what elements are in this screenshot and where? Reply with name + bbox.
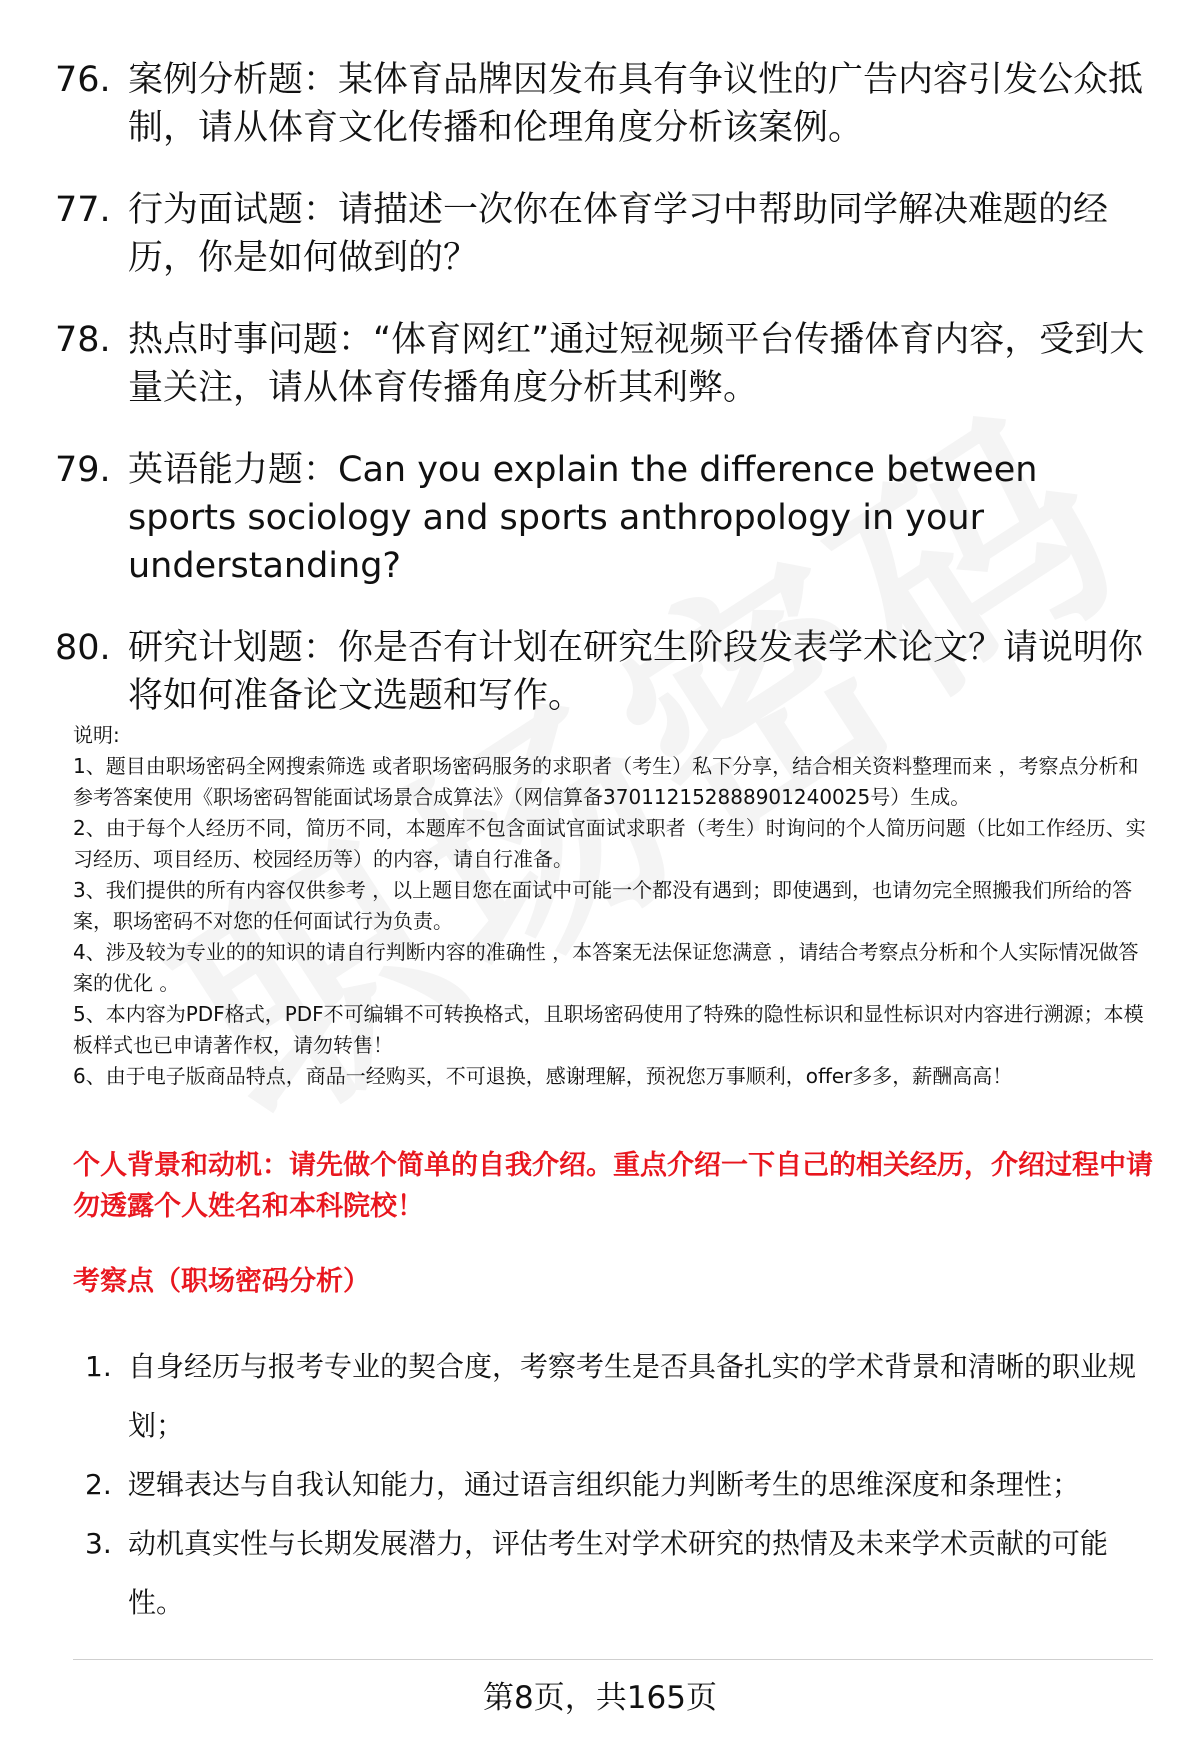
note-item: 5、本内容为PDF格式，PDF不可编辑不可转换格式，且职场密码使用了特殊的隐性标识和显性标识对内容进行溯源；本模板样式也已申请著作权，请勿转售！ bbox=[73, 1002, 1144, 1057]
question-item bbox=[0, 446, 1200, 590]
question-item bbox=[0, 316, 1200, 412]
exam-point-number: 1. bbox=[85, 1350, 112, 1383]
notes-heading: 说明: bbox=[73, 723, 120, 747]
exam-point-text: 自身经历与报考专业的契合度，考察考生是否具备扎实的学术背景和清晰的职业规划； bbox=[128, 1350, 1137, 1442]
question-item bbox=[0, 186, 1200, 282]
exam-point-item bbox=[0, 1337, 1200, 1455]
note-item: 4、涉及较为专业的的知识的请自行判断内容的准确性 ，本答案无法保证您满意 ，请结合考察点分析和个人实际情况做答案的优化 。 bbox=[73, 940, 1139, 995]
question-text: 热点时事问题：“体育网红”通过短视频平台传播体育内容，受到大量关注，请从体育传播角度分析其利弊。 bbox=[128, 320, 1145, 408]
question-item bbox=[0, 56, 1200, 152]
background-question-title: 个人背景和动机：请先做个简单的自我介绍。重点介绍一下自己的相关经历，介绍过程中请勿透露个人姓名和本科院校！ bbox=[73, 1150, 1153, 1222]
question-number: 77. bbox=[55, 190, 111, 230]
exam-point-item bbox=[0, 1455, 1200, 1514]
exam-point-number: 3. bbox=[85, 1527, 112, 1560]
question-list bbox=[0, 56, 1200, 754]
exam-point-number: 2. bbox=[85, 1468, 112, 1501]
question-number: 80. bbox=[55, 628, 111, 668]
note-item: 1、题目由职场密码全网搜索筛选 或者职场密码服务的求职者（考生）私下分享，结合相关资料整理而来 ，考察点分析和参考答案使用《职场密码智能面试场景合成算法》（网信算备370112152888901240025号）生成。 bbox=[73, 754, 1139, 809]
question-number: 79. bbox=[55, 450, 111, 490]
notes-section bbox=[73, 720, 1158, 1092]
note-item: 3、我们提供的所有内容仅供参考 ，以上题目您在面试中可能一个都没有遇到；即使遇到，也请勿完全照搬我们所给的答案，职场密码不对您的任何面试行为负责。 bbox=[73, 878, 1133, 933]
note-item: 6、由于电子版商品特点，商品一经购买，不可退换，感谢理解，预祝您万事顺利，offer多多，薪酬高高！ bbox=[73, 1064, 1013, 1088]
exam-point-item bbox=[0, 1514, 1200, 1632]
question-text: 案例分析题：某体育品牌因发布具有争议性的广告内容引发公众抵制，请从体育文化传播和伦理角度分析该案例。 bbox=[128, 60, 1144, 148]
note-item: 2、由于每个人经历不同，简历不同，本题库不包含面试官面试求职者（考生）时询问的个人简历问题（比如工作经历、实习经历、项目经历、校园经历等）的内容，请自行准备。 bbox=[73, 816, 1146, 871]
question-text: 英语能力题：Can you explain the difference between sports sociology and sports anthropology in your understanding? bbox=[128, 450, 1038, 586]
question-text: 研究计划题：你是否有计划在研究生阶段发表学术论文？请说明你将如何准备论文选题和写作。 bbox=[128, 628, 1144, 716]
page-number: 第8页，共165页 bbox=[483, 1680, 717, 1716]
exam-point-text: 逻辑表达与自我认知能力，通过语言组织能力判断考生的思维深度和条理性； bbox=[128, 1468, 1081, 1501]
question-number: 78. bbox=[55, 320, 111, 360]
question-item bbox=[0, 624, 1200, 720]
exam-point-text: 动机真实性与长期发展潜力，评估考生对学术研究的热情及未来学术贡献的可能性。 bbox=[128, 1527, 1109, 1619]
exam-points-title: 考察点（职场密码分析） bbox=[73, 1266, 370, 1297]
footer-divider bbox=[73, 1659, 1153, 1660]
question-text: 行为面试题：请描述一次你在体育学习中帮助同学解决难题的经历，你是如何做到的？ bbox=[128, 190, 1109, 278]
exam-points-list bbox=[0, 1337, 1200, 1632]
question-number: 76. bbox=[55, 60, 111, 100]
